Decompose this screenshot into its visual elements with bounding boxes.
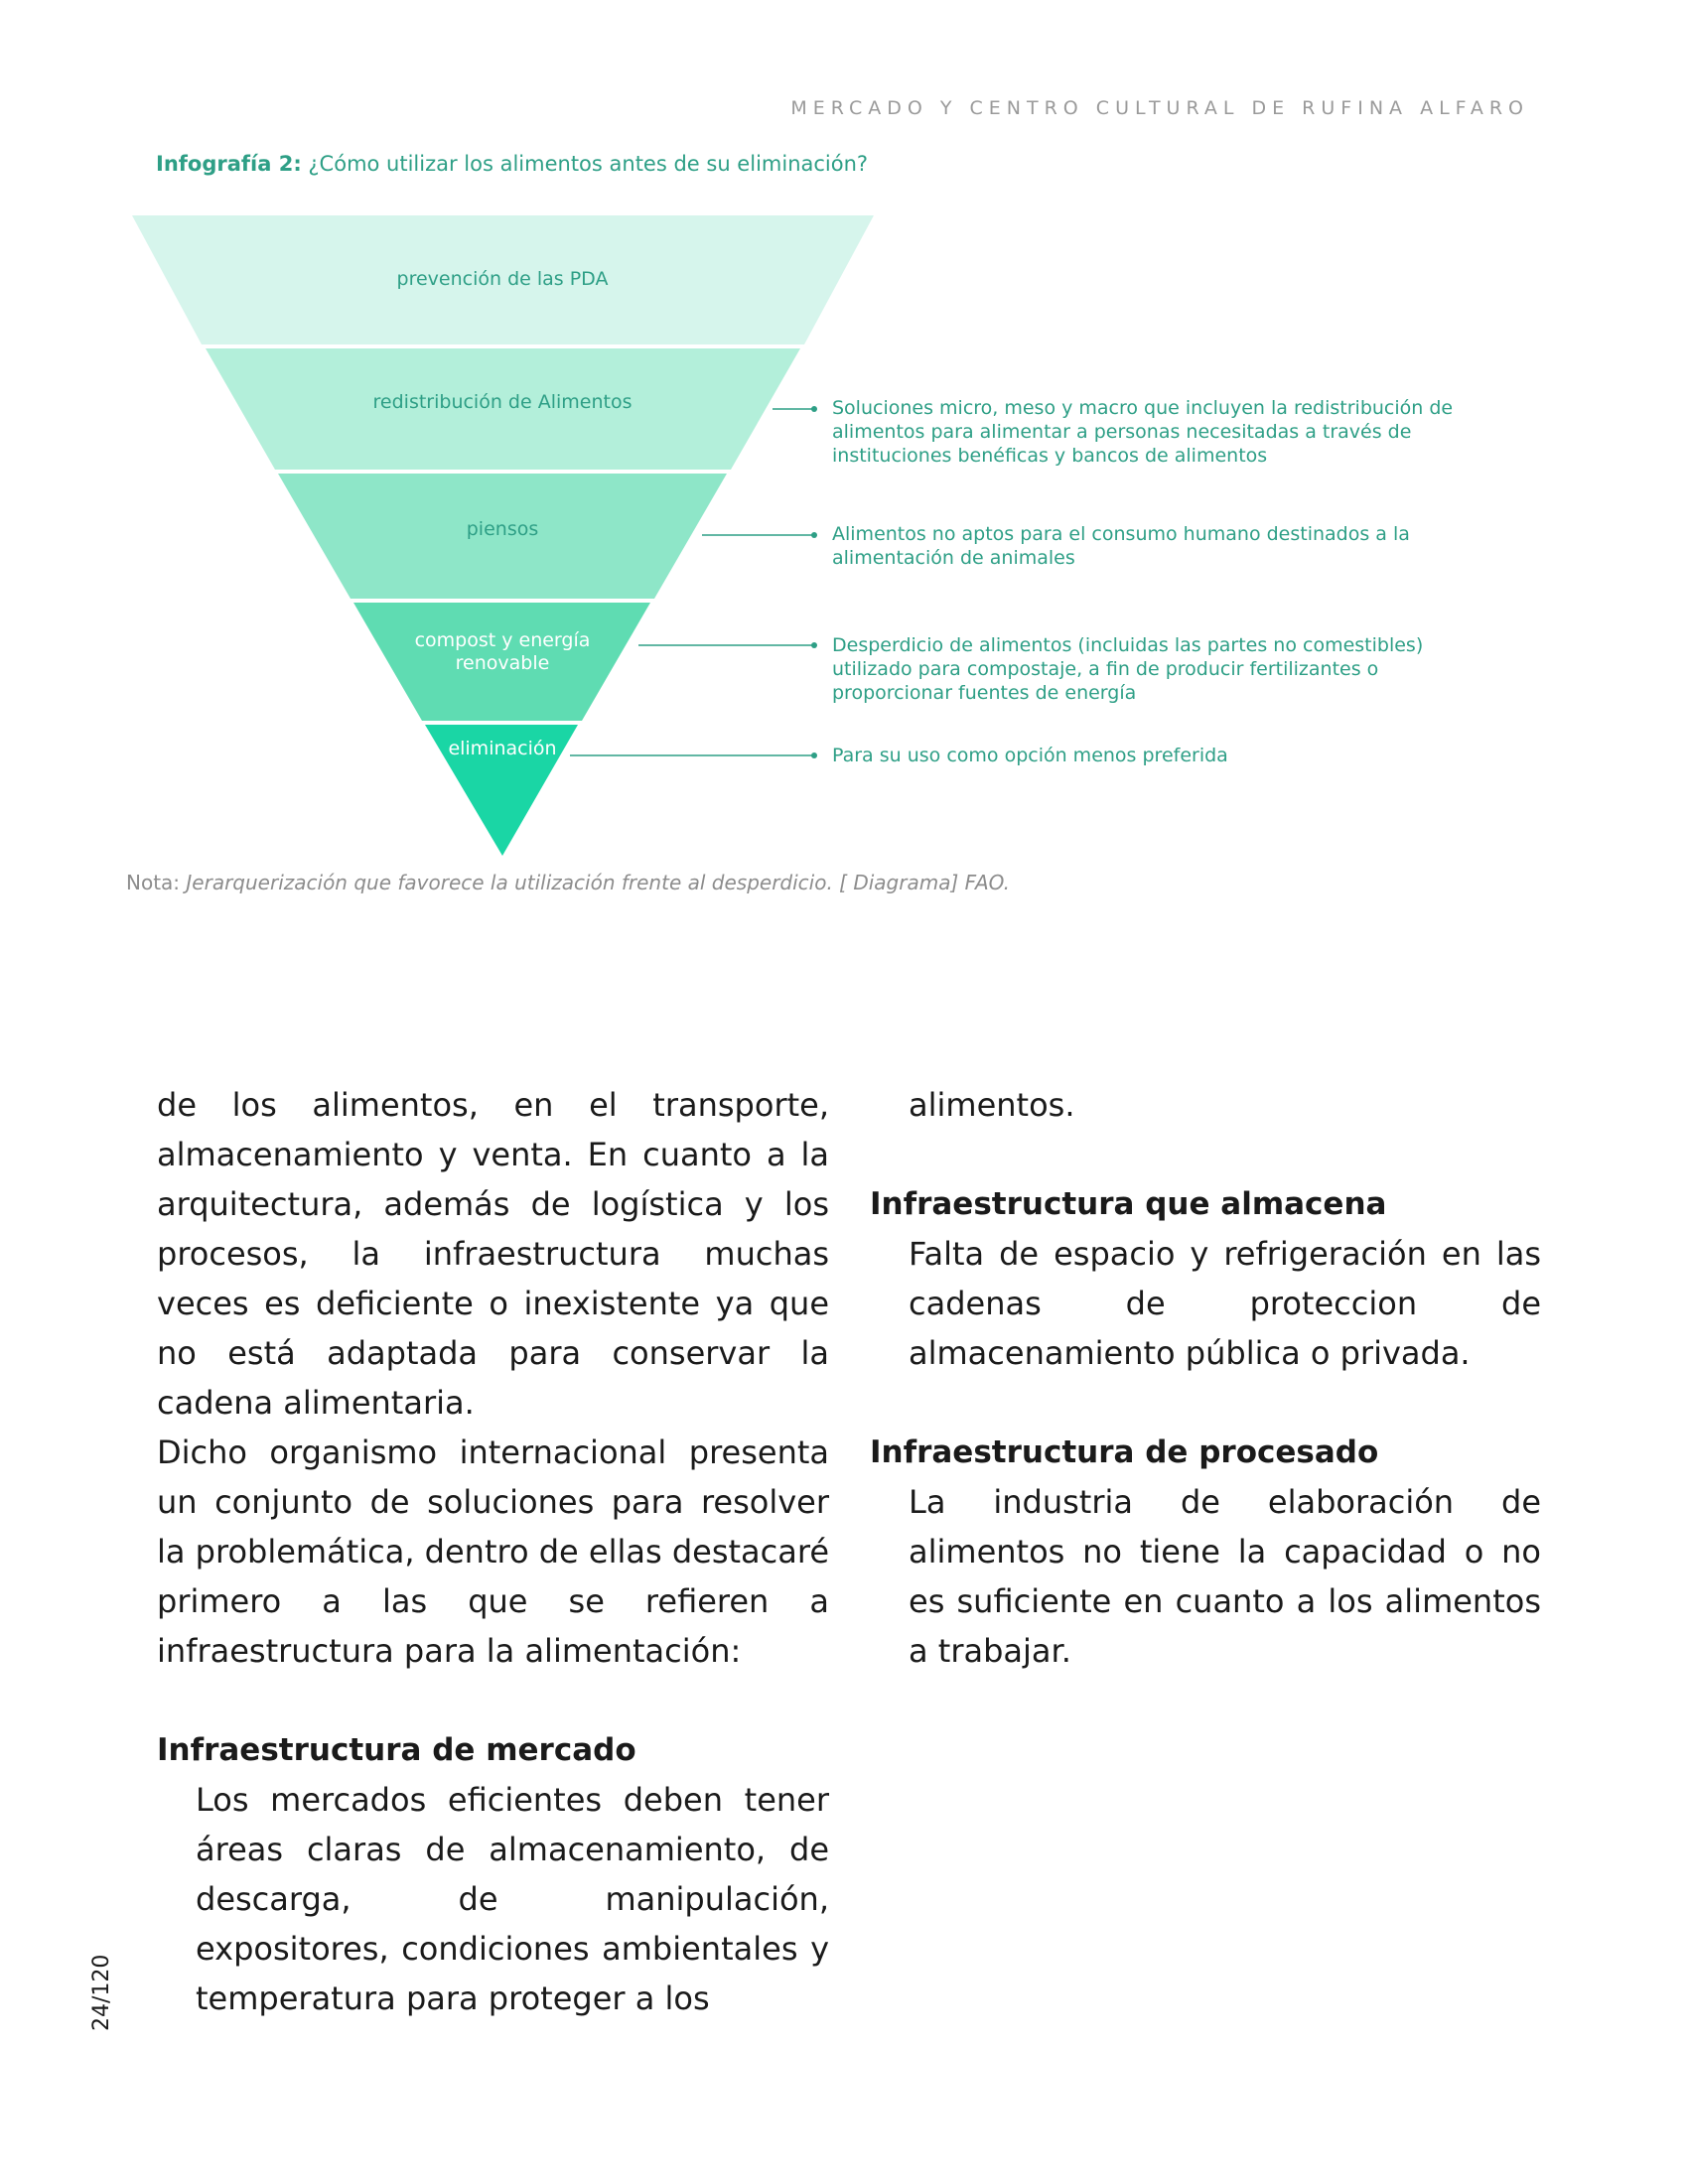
- processing-infrastructure-text: La industria de elaboración de alimentos no tiene la capacidad o no es suficiente en cuanto a los alimentos a trabajar.: [909, 1483, 1541, 1670]
- storage-infrastructure-text: Falta de espacio y refrigeración en las cadenas de proteccion de almacenamiento pública o privada.: [909, 1235, 1541, 1372]
- level-label-feed: piensos: [466, 518, 539, 540]
- figure-note: [126, 871, 1010, 894]
- annotation-redistribution: Soluciones micro, meso y macro que incluyen la redistribución de alimentos para alimentar a personas necesitadas a través de instituciones benéficas y bancos de alimentos: [832, 397, 1454, 467]
- note-text: Jerarquerización que favorece la utilización frente al desperdicio. [ Diagrama] FAO.: [186, 871, 1010, 894]
- infographic-label: Infografía 2:: [156, 152, 302, 176]
- connector-dot-compost: [811, 642, 817, 648]
- heading-processing-infrastructure: Infraestructura de procesado: [870, 1434, 1379, 1470]
- heading-storage-infrastructure: Infraestructura que almacena: [870, 1186, 1387, 1222]
- level-label-disposal: eliminación: [448, 738, 557, 759]
- annotation-compost: Desperdicio de alimentos (incluidas las partes no comestibles) utilizado para compostaje, a fin de producir fertilizantes o proporcionar fuentes de energía: [832, 634, 1424, 704]
- page-number: 24/120: [89, 1954, 114, 2031]
- level-label-redistribution: redistribución de Alimentos: [372, 391, 633, 413]
- running-header: MERCADO Y CENTRO CULTURAL DE RUFINA ALFARO: [790, 97, 1529, 119]
- annotation-disposal: Para su uso como opción menos preferida: [832, 745, 1228, 766]
- level-label-compost: compost y energía renovable: [414, 629, 591, 674]
- left-text-column: [157, 1080, 829, 2023]
- market-infrastructure-text: Los mercados eficientes deben tener áreas claras de almacenamiento, de descarga, de manipulación, expositores, condiciones ambientales y temperatura para proteger a los: [196, 1781, 829, 2017]
- infographic-question: ¿Cómo utilizar los alimentos antes de su eliminación?: [308, 152, 869, 176]
- right-text-column: [870, 1080, 1541, 1676]
- connector-dot-disposal: [811, 752, 817, 758]
- connector-dot-feed: [811, 532, 817, 538]
- annotation-feed: Alimentos no aptos para el consumo humano destinados a la alimentación de animales: [832, 523, 1410, 569]
- continuation-text: alimentos.: [909, 1086, 1075, 1124]
- heading-market-infrastructure: Infraestructura de mercado: [157, 1732, 636, 1768]
- body-paragraph-1: de los alimentos, en el transporte, almacenamiento y venta. En cuanto a la arquitectura, además de logística y los procesos, la infraestructura muchas veces es deficiente o inexistente ya que no está adaptada para conservar la cadena alimentaria.: [157, 1086, 829, 1422]
- level-label-prevention: prevención de las PDA: [396, 268, 609, 290]
- connector-dot-redistribution: [811, 406, 817, 412]
- note-label: Nota:: [126, 871, 181, 894]
- body-paragraph-2: Dicho organismo internacional presenta un conjunto de soluciones para resolver la problemática, dentro de ellas destacaré primero a las que se refieren a infraestructura para la alimentación:: [157, 1433, 829, 1670]
